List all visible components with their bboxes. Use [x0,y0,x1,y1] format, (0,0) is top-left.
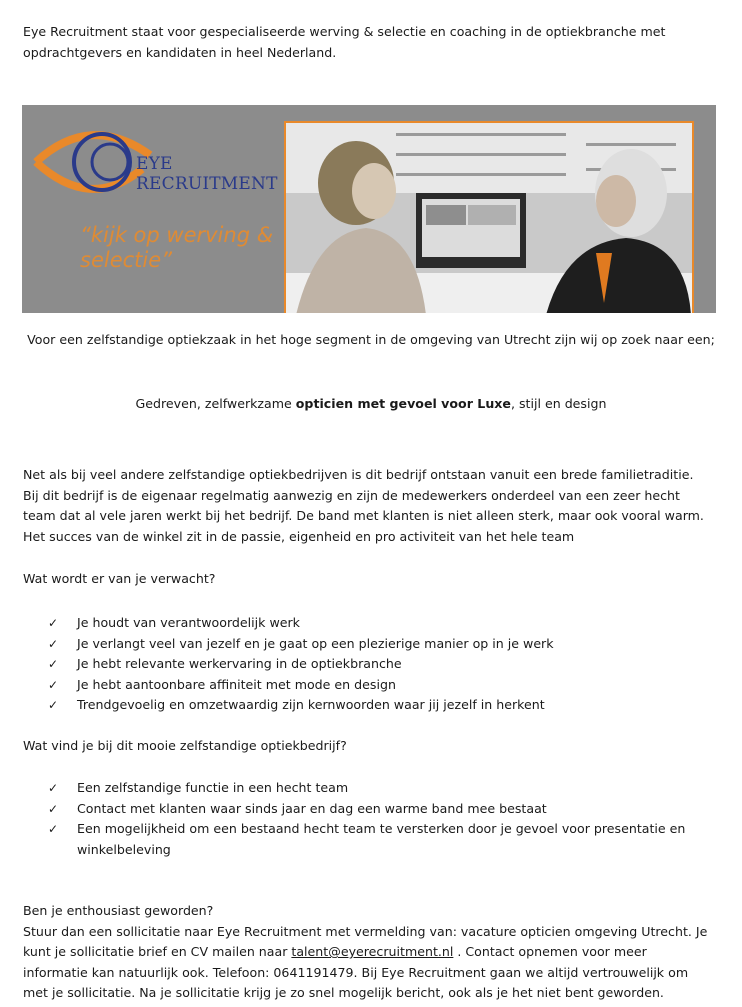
list-item: ✓ Een zelfstandige functie in een hecht team [48,778,688,799]
intro-text: Eye Recruitment staat voor gespecialiseerde werving & selectie en coaching in de optiekbranche met opdrachtgevers en kandidaten in heel Nederland. [23,24,666,60]
offer-list [48,778,688,860]
role-title [0,394,742,415]
role-bold: opticien met gevoel voor Luxe [295,396,511,411]
check-icon: ✓ [48,657,59,672]
logo-text: EYE RECRUITMENT [136,154,278,194]
check-icon: ✓ [48,781,59,795]
closing-section [23,901,713,1004]
offer-heading: Wat vind je bij dit mooie zelfstandige optiekbedrijf? [23,738,347,753]
check-icon: ✓ [48,698,59,713]
role-suffix: , stijl en design [510,396,607,411]
eye-recruitment-logo [30,117,280,207]
role-prefix: Gedreven, zelfwerkzame [135,396,296,411]
check-icon: ✓ [48,677,59,692]
list-item: ✓ Trendgevoelig en omzetwaardig zijn kernwoorden waar jij jezelf in herkent [48,695,688,716]
company-description: Net als bij veel andere zelfstandige optiekbedrijven is dit bedrijf ontstaan vanuit een brede familietraditie. Bij dit bedrijf is de eigenaar regelmatig aanwezig en zijn de medewerkers onderdeel van een zeer hecht team dat al vele jaren werkt bij het bedrijf. De band met klanten is niet alleen sterk, maar ook vooral warm. Het succes van de winkel zit in de passie, eigenheid en pro activiteit van het hele team [23,467,704,544]
email-link[interactable]: talent@eyerecruitment.nl [291,944,454,960]
lead-text: Voor een zelfstandige optiekzaak in het hoge segment in de omgeving van Utrecht zijn wij op zoek naar een; [27,332,715,347]
expect-list [48,613,688,716]
list-item: ✓ Een mogelijkheid om een bestaand hecht team te versterken door je gevoel voor presentatie en winkelbeleving [48,821,686,857]
list-item: ✓ Je houdt van verantwoordelijk werk [48,613,688,634]
expect-heading: Wat wordt er van je verwacht? [23,571,216,586]
closing-text: Stuur dan een sollicitatie naar Eye Recruitment met vermelding van: vacature opticien omgeving Utrecht. Je kunt je sollicitatie brief en CV mailen naar talent@eyerecruitment.nl . Contact opnemen voor meer informatie kan natuurlijk ook. Telefoon: 0641191479. Bij Eye Recruitment gaan we altijd vertrouwelijk om met je sollicitatie. Na je sollicitatie krijg je zo snel mogelijk bericht, ook als je het niet bent geworden. [23,923,708,1001]
store-photo [284,121,694,313]
list-item: ✓ Contact met klanten waar sinds jaar en dag een warme band mee bestaat [48,799,688,820]
list-item: ✓ Je verlangt veel van jezelf en je gaat op een plezierige manier op in je werk [48,634,688,655]
closing-question: Ben je enthousiast geworden? [23,903,214,918]
check-icon: ✓ [48,636,59,651]
list-item: ✓ Je hebt relevante werkervaring in de optiekbranche [48,654,688,675]
check-icon: ✓ [48,616,59,630]
list-item: ✓ Je hebt aantoonbare affiniteit met mode en design [48,675,688,696]
check-icon: ✓ [48,801,59,816]
consultation-photo-icon [286,123,694,313]
check-icon: ✓ [48,822,59,837]
recruitment-banner [22,105,716,313]
slogan: “kijk op werving & selectie” [80,223,274,272]
